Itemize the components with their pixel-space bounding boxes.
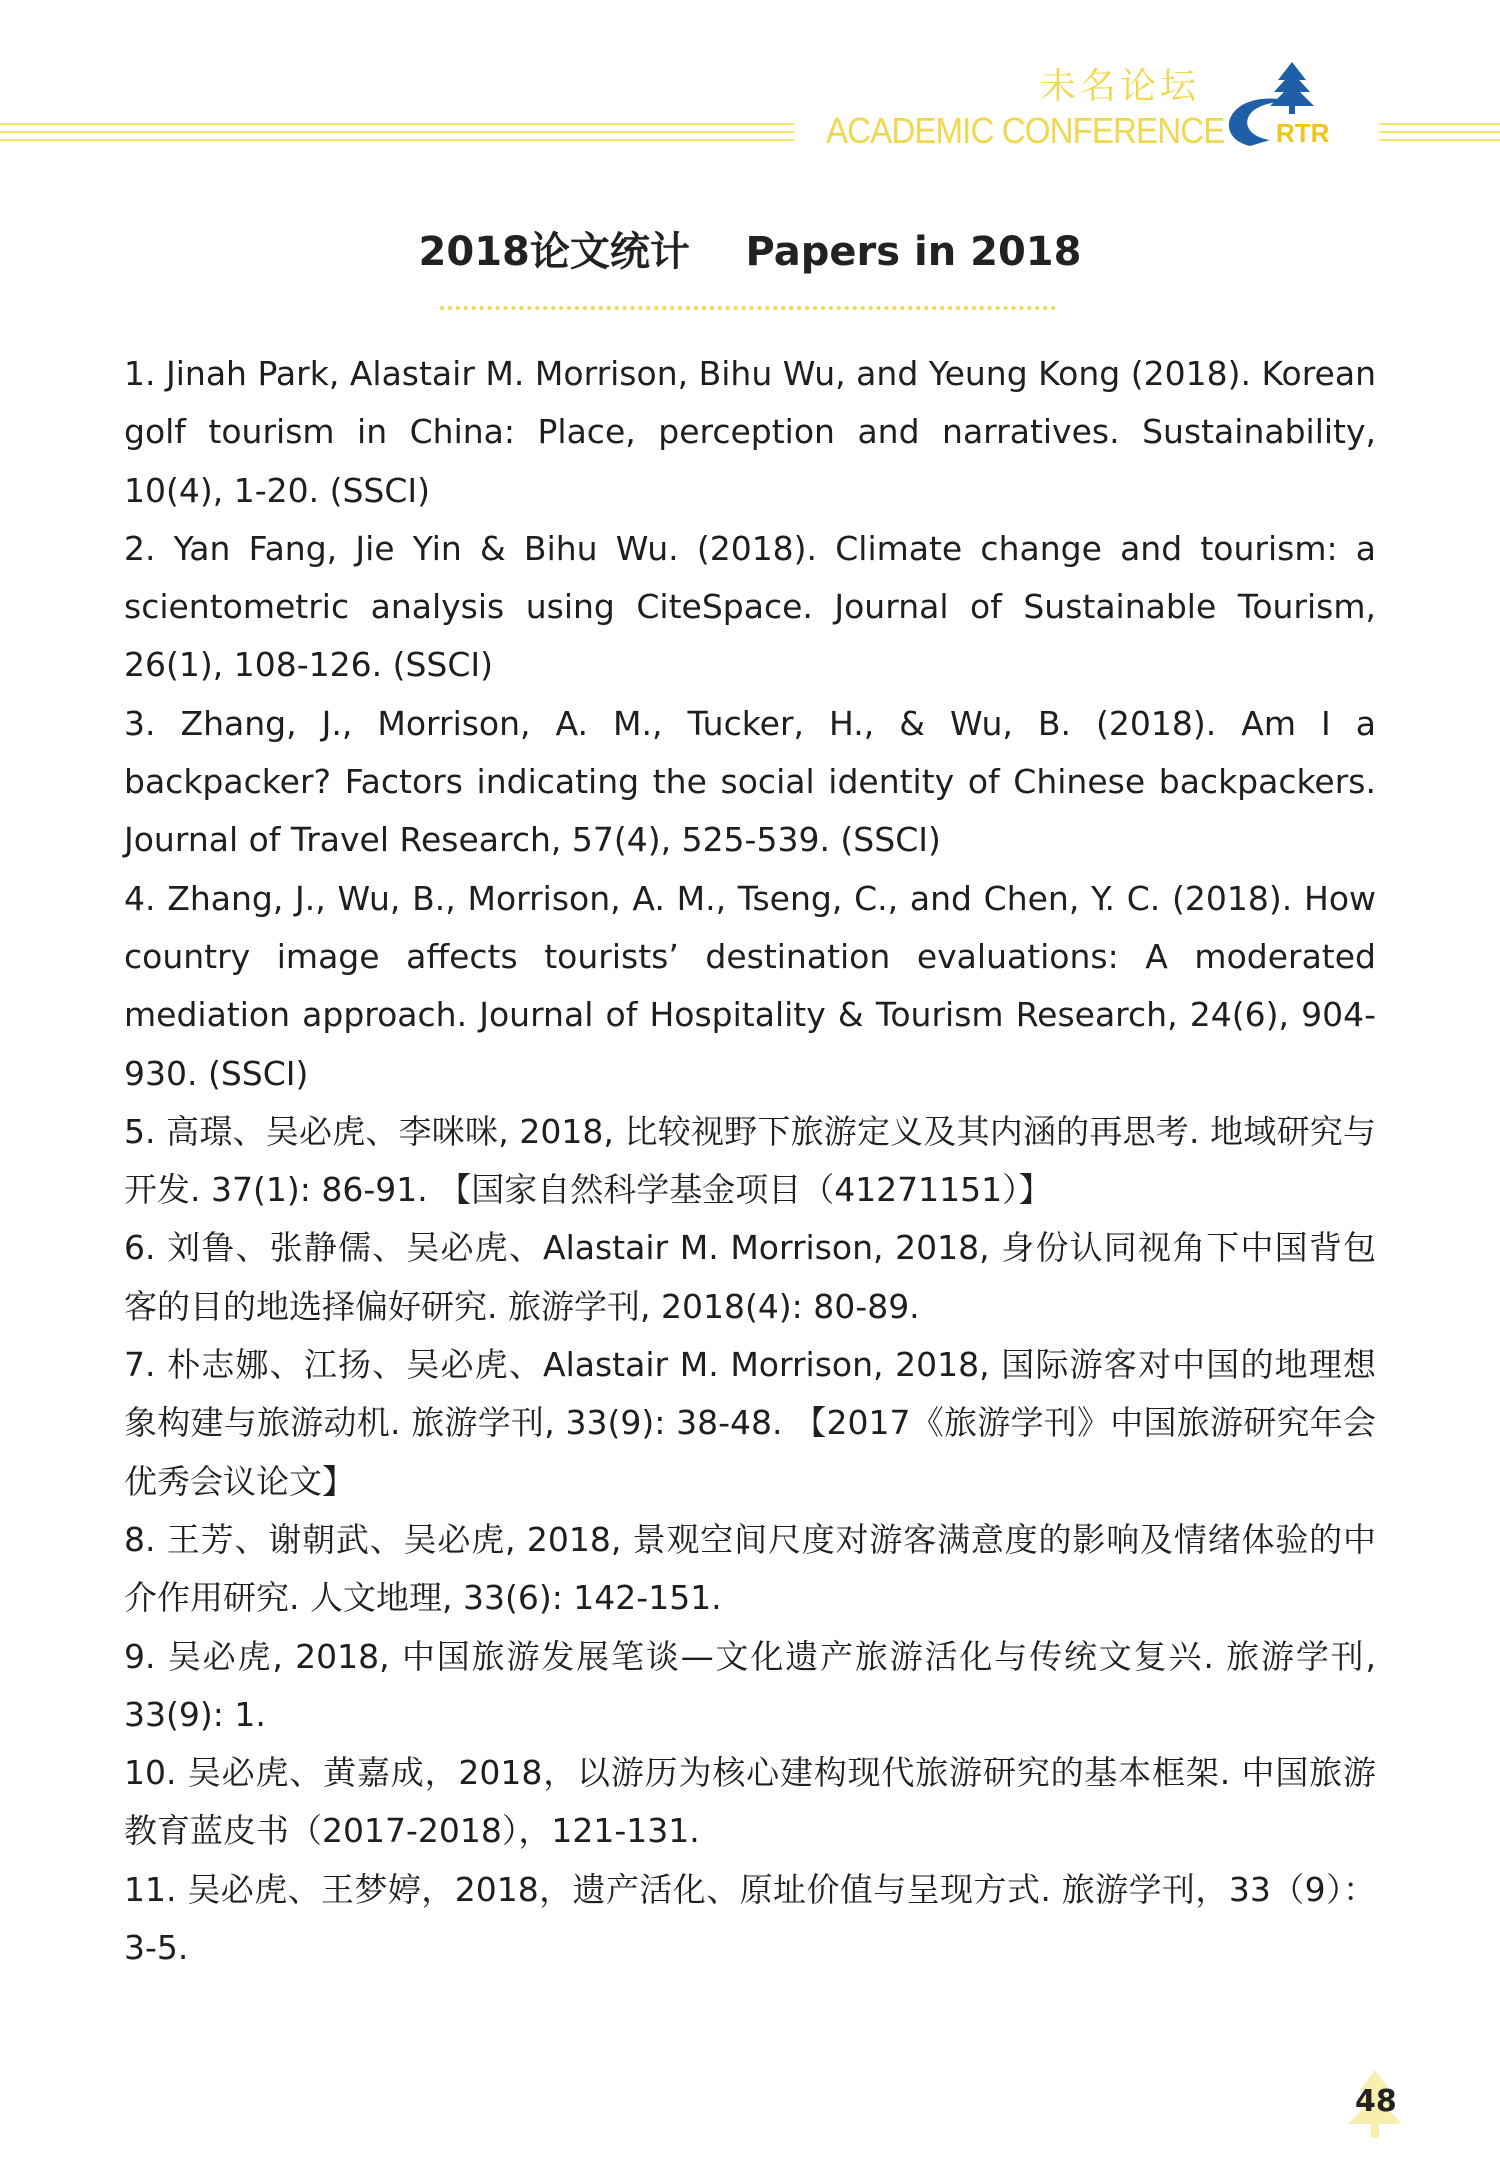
header-line-right-2 [1380,131,1500,133]
reference-item-9: 9. 吴必虎, 2018, 中国旅游发展笔谈—文化遗产旅游活化与传统文复兴. 旅游学刊, 33(9): 1. [124,1636,1376,1734]
reference-item-7: 7. 朴志娜、江扬、吴必虎、Alastair M. Morrison, 2018, 国际游客对中国的地理想象构建与旅游动机. 旅游学刊, 33(9): 38-48. 【2017《旅游学刊》中国旅游研究年会优秀会议论文】 [124,1345,1376,1501]
brand-english-name: ACADEMIC CONFERENCE [826,110,1225,151]
reference-item-6: 6. 刘鲁、张静儒、吴必虎、Alastair M. Morrison, 2018, 身份认同视角下中国背包客的目的地选择偏好研究. 旅游学刊, 2018(4): 80-89. [124,1228,1376,1326]
header-line-left-1 [0,123,794,125]
header-line-right-3 [1380,139,1500,141]
reference-item-10: 10. 吴必虎、黄嘉成，2018，以游历为核心建构现代旅游研究的基本框架. 中国旅游教育蓝皮书（2017-2018），121-131. [124,1753,1376,1851]
page-number: 48 [1355,2084,1397,2119]
header-line-left-3 [0,139,794,141]
reference-item-2: 2. Yan Fang, Jie Yin & Bihu Wu. (2018). Climate change and tourism: a scientometric analysis using CiteSpace. Journal of Sustainable Tourism, 26(1), 108-126. (SSCI) [124,528,1376,685]
page-title: 2018论文统计 Papers in 2018 [418,229,1082,275]
brand-chinese-name: 未名论坛 [1040,66,1201,107]
reference-item-8: 8. 王芳、谢朝武、吴必虎, 2018, 景观空间尺度对游客满意度的影响及情绪体验的中介作用研究. 人文地理, 33(6): 142-151. [124,1519,1376,1618]
header-line-left-2 [0,131,794,133]
reference-item-11: 11. 吴必虎、王梦婷，2018，遗产活化、原址价值与呈现方式. 旅游学刊，33（9）：3-5. [124,1869,1376,1968]
reference-item-5: 5. 高璟、吴必虎、李咪咪, 2018, 比较视野下旅游定义及其内涵的再思考. 地域研究与开发. 37(1): 86-91. 【国家自然科学基金项目（41271151）】 [124,1111,1376,1210]
reference-list [124,345,1376,1977]
logo-text: RTR [1276,118,1330,148]
reference-item-3: 3. Zhang, J., Morrison, A. M., Tucker, H., & Wu, B. (2018). Am I a backpacker? Factors indicating the social identity of Chinese backpackers. Journal of Travel Research, 57(4), 525-539. (SSCI) [124,703,1376,860]
reference-item-1: 1. Jinah Park, Alastair M. Morrison, Bihu Wu, and Yeung Kong (2018). Korean golf tourism in China: Place, perception and narratives. Sustainability, 10(4), 1-20. (SSCI) [124,354,1376,510]
reference-item-4: 4. Zhang, J., Wu, B., Morrison, A. M., Tseng, C., and Chen, Y. C. (2018). How country image affects tourists’ destination evaluations: A moderated mediation approach. Journal of Hospitality & Tourism Research, 24(6), 904-930. (SSCI) [124,878,1376,1093]
rtr-logo [1222,58,1362,150]
header-line-right-1 [1380,123,1500,125]
title-dotted-divider [440,306,1056,310]
pine-tree-icon [1270,62,1314,114]
